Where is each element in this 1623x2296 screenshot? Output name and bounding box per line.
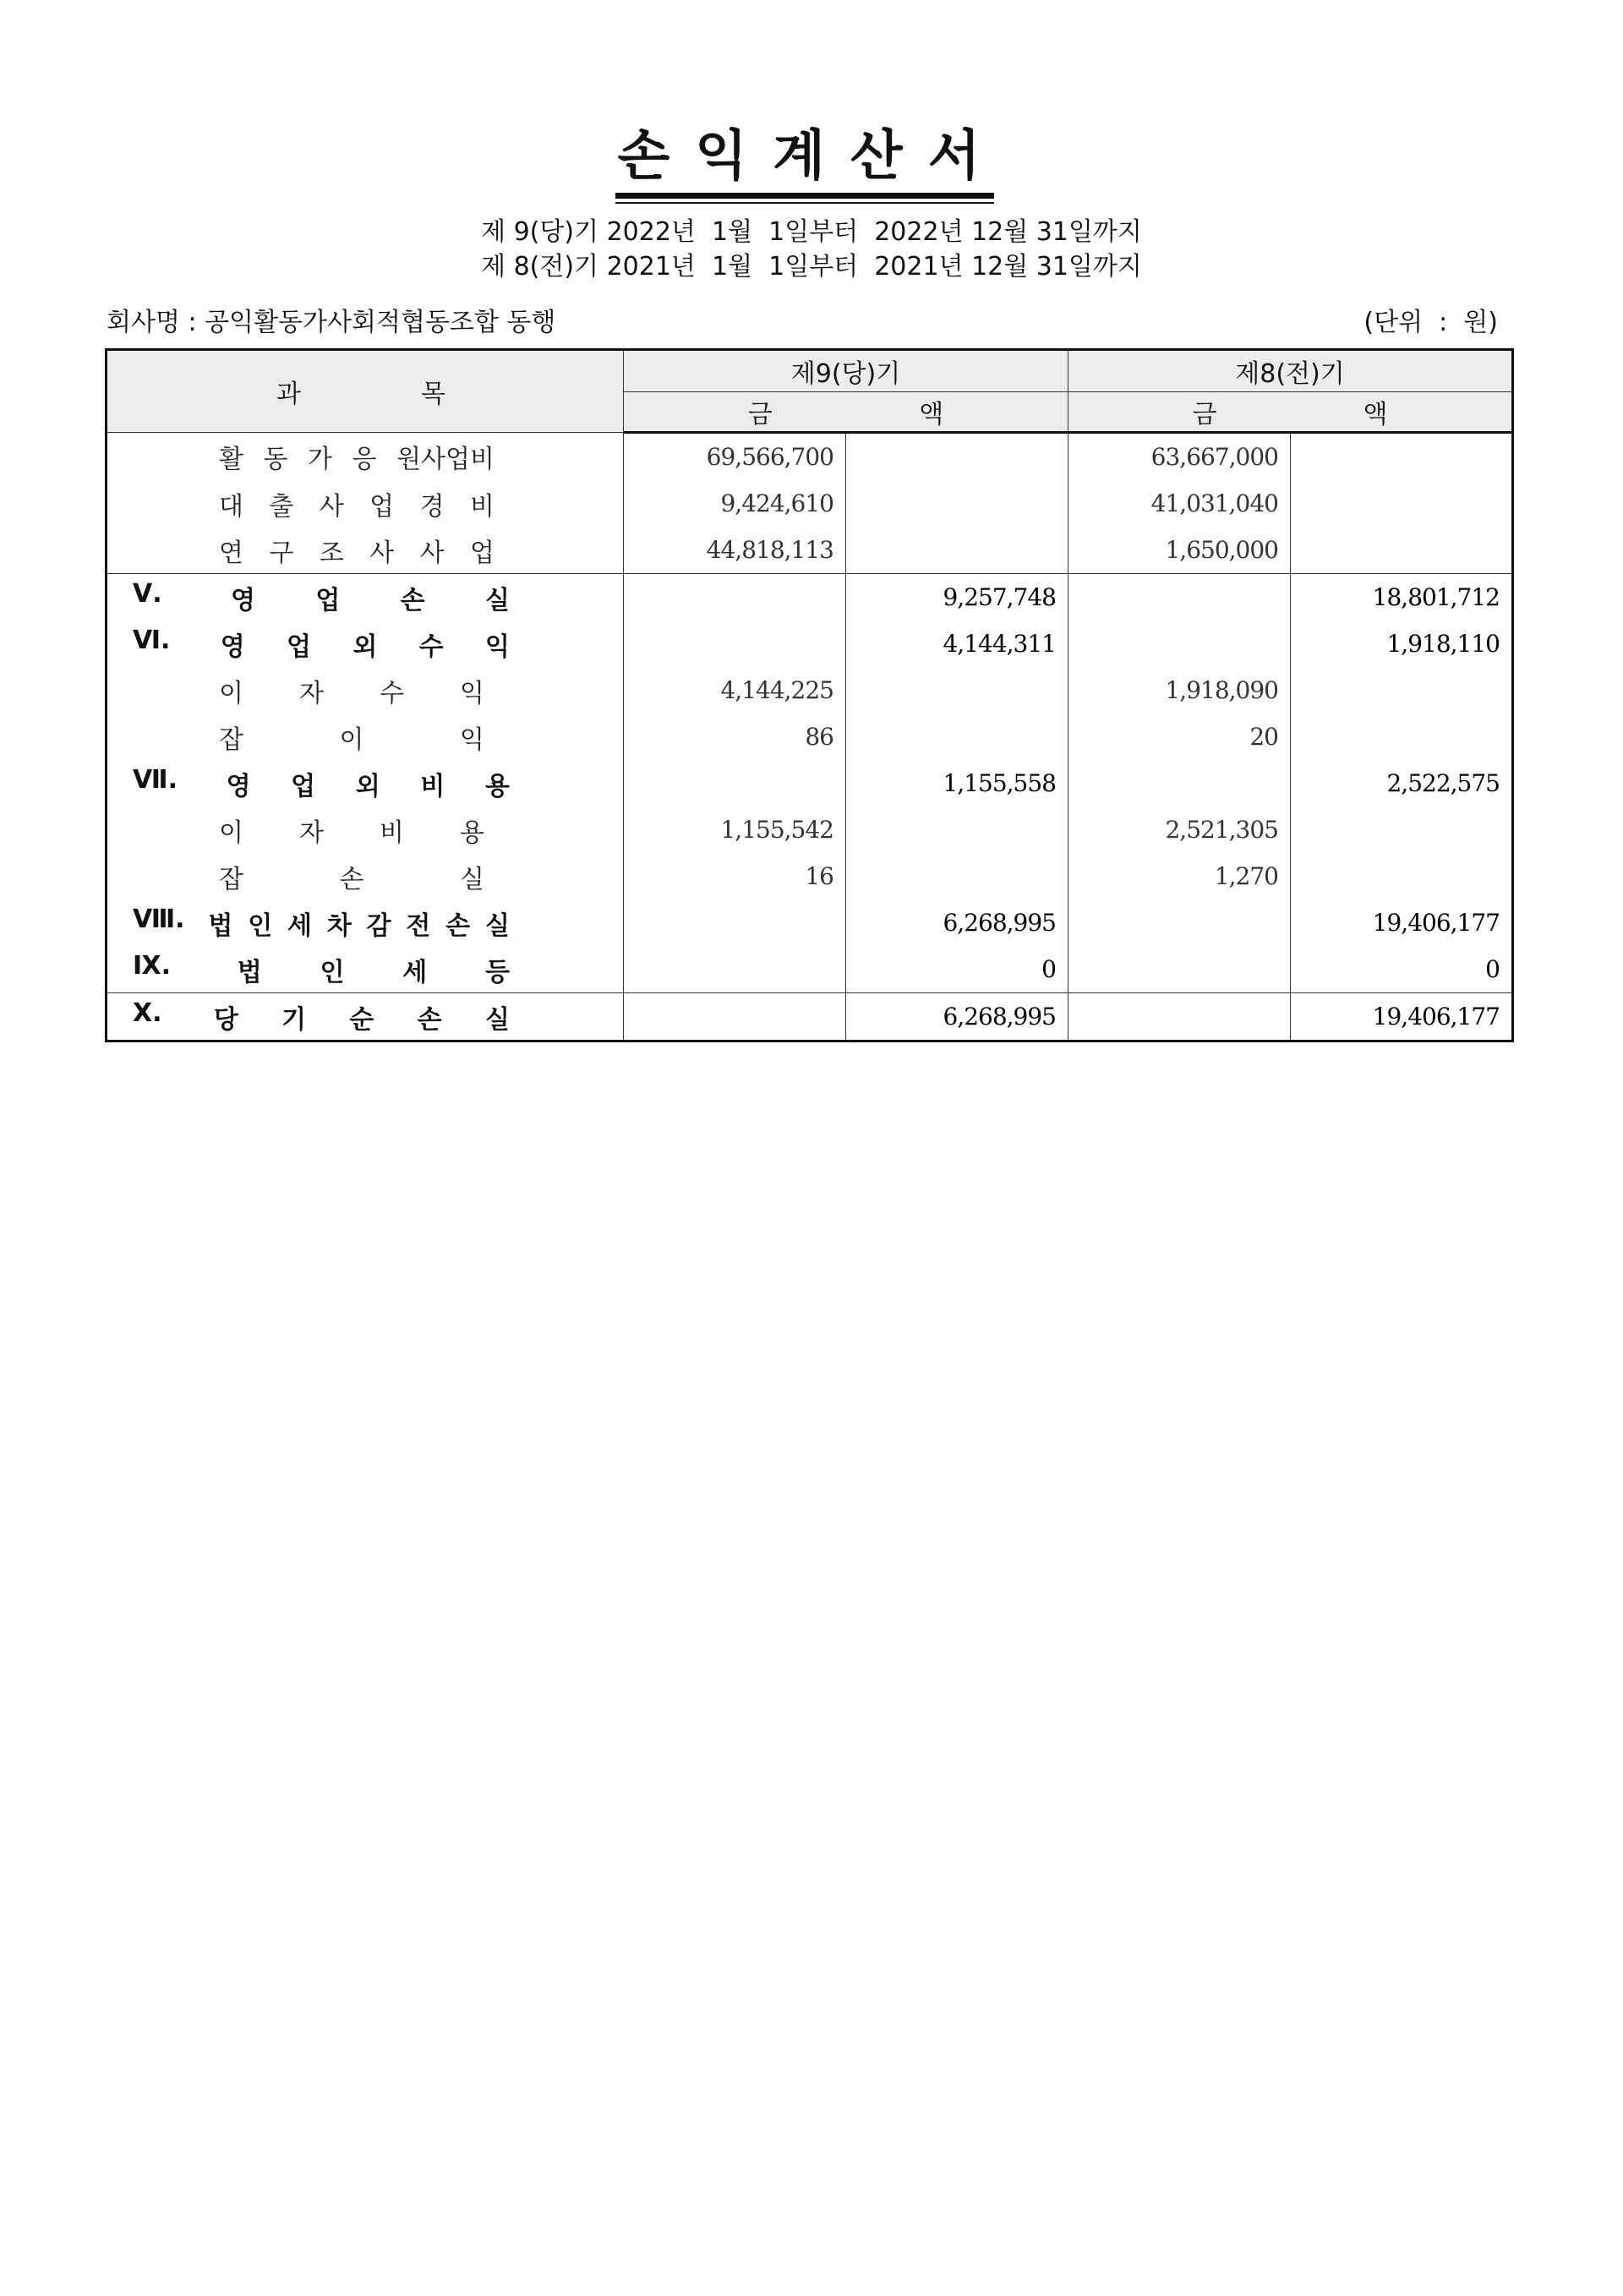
subject-text xyxy=(133,765,510,802)
previous-detail-amount: 20 xyxy=(1068,713,1291,760)
subject-char: 비 xyxy=(380,817,404,848)
subject-char: 응 xyxy=(352,445,377,474)
subject-char: 익 xyxy=(460,724,484,755)
subject-char: 법 xyxy=(208,910,233,941)
roman-numeral: Ⅵ. xyxy=(133,625,171,655)
subject-char: 업 xyxy=(315,585,341,615)
row-subject xyxy=(107,946,624,993)
current-total-amount xyxy=(846,667,1068,713)
previous-total-amount xyxy=(1291,853,1513,899)
previous-amount-header xyxy=(1068,392,1513,433)
subject-text xyxy=(219,532,495,569)
subject-char: 잡 xyxy=(219,864,243,894)
subject-char: 세 xyxy=(287,910,312,941)
row-subject xyxy=(107,806,624,853)
subject-char: 손 xyxy=(417,1004,442,1035)
subject-char: 이 xyxy=(339,724,364,755)
row-subject xyxy=(107,480,624,527)
subject-char: 업 xyxy=(369,491,395,522)
row-subject xyxy=(107,433,624,481)
current-detail-amount xyxy=(624,574,846,621)
table-row xyxy=(107,527,1513,574)
roman-numeral: Ⅶ. xyxy=(133,764,178,795)
subject-char: 자 xyxy=(299,817,324,848)
subject-char: 익 xyxy=(460,678,484,708)
subject-char: 용 xyxy=(460,817,484,848)
amount-header-char: 액 xyxy=(919,400,944,429)
previous-total-amount: 0 xyxy=(1291,946,1513,993)
title-underline xyxy=(615,193,994,204)
amount-header-char: 금 xyxy=(747,400,773,429)
period-current: 제 9(당)기 2022년 1월 1일부터 2022년 12월 31일까지 xyxy=(481,217,1142,247)
current-detail-amount xyxy=(624,899,846,946)
statement-body xyxy=(107,433,1513,1041)
subject-char: 비 xyxy=(420,771,445,801)
subject-char: 비 xyxy=(469,491,495,522)
subject-text xyxy=(133,905,510,942)
table-row xyxy=(107,480,1513,527)
row-subject xyxy=(107,853,624,899)
previous-total-amount xyxy=(1291,713,1513,760)
subject-char: 인 xyxy=(248,910,273,941)
subject-char: 감 xyxy=(366,910,391,941)
amount-header-char: 액 xyxy=(1363,400,1388,429)
current-detail-amount xyxy=(624,946,846,993)
subject-char: 활 xyxy=(219,445,243,474)
subject-char: 업 xyxy=(287,631,311,662)
previous-detail-amount xyxy=(1068,993,1291,1041)
subject-char: 수 xyxy=(380,678,404,708)
roman-numeral: Ⅴ. xyxy=(133,578,162,609)
subject-char: 이 xyxy=(219,678,243,708)
title-underline-thick xyxy=(615,193,994,199)
previous-total-amount: 18,801,712 xyxy=(1291,574,1513,621)
subject-char: 가 xyxy=(308,445,333,474)
current-detail-amount: 44,818,113 xyxy=(624,527,846,574)
subject-char: 손 xyxy=(445,910,471,941)
previous-total-amount: 2,522,575 xyxy=(1291,760,1513,806)
previous-detail-amount: 1,918,090 xyxy=(1068,667,1291,713)
previous-detail-amount: 41,031,040 xyxy=(1068,480,1291,527)
subject-text xyxy=(133,951,510,988)
previous-detail-amount xyxy=(1068,574,1291,621)
subject-char: 세 xyxy=(402,957,428,987)
row-subject xyxy=(107,993,624,1041)
previous-period-header: 제8(전)기 xyxy=(1068,350,1513,392)
unit-label: (단위 : 원) xyxy=(1363,308,1498,337)
subject-text xyxy=(219,812,484,849)
subject-char: 이 xyxy=(219,817,243,848)
subject-char: 영 xyxy=(220,631,245,662)
current-amount-header xyxy=(624,392,1068,433)
subject-char: 기 xyxy=(281,1004,307,1035)
subject-text xyxy=(219,485,495,522)
row-subject xyxy=(107,899,624,946)
subject-char: 사 xyxy=(319,491,344,522)
row-subject xyxy=(107,760,624,806)
table-row xyxy=(107,993,1513,1041)
subject-char: 연 xyxy=(219,538,243,568)
subject-header-char: 목 xyxy=(421,380,445,409)
subject-char: 업 xyxy=(469,538,495,568)
subject-header xyxy=(107,350,624,433)
row-subject xyxy=(107,527,624,574)
previous-total-amount xyxy=(1291,480,1513,527)
table-row xyxy=(107,574,1513,621)
subject-char: 잡 xyxy=(219,724,243,755)
subject-char: 실 xyxy=(485,585,510,615)
current-total-amount xyxy=(846,806,1068,853)
previous-detail-amount xyxy=(1068,620,1291,667)
previous-total-amount: 1,918,110 xyxy=(1291,620,1513,667)
subject-char: 당 xyxy=(213,1004,238,1035)
table-row xyxy=(107,713,1513,760)
subject-char: 동 xyxy=(263,445,288,474)
table-row xyxy=(107,760,1513,806)
subject-char: 전 xyxy=(406,910,431,941)
subject-char: 사 xyxy=(369,538,395,568)
current-detail-amount: 4,144,225 xyxy=(624,667,846,713)
subject-char: 법 xyxy=(237,957,262,987)
previous-total-amount: 19,406,177 xyxy=(1291,993,1513,1041)
previous-detail-amount: 63,667,000 xyxy=(1068,433,1291,481)
current-total-amount xyxy=(846,433,1068,481)
previous-detail-amount: 1,270 xyxy=(1068,853,1291,899)
subject-char: 순 xyxy=(349,1004,374,1035)
subject-char: 등 xyxy=(484,957,510,987)
current-detail-amount: 9,424,610 xyxy=(624,480,846,527)
previous-detail-amount xyxy=(1068,899,1291,946)
subject-char: 외 xyxy=(355,771,380,801)
subject-char: 손 xyxy=(339,864,364,894)
row-subject xyxy=(107,620,624,667)
current-total-amount xyxy=(846,527,1068,574)
current-total-amount: 6,268,995 xyxy=(846,993,1068,1041)
subject-char: 사 xyxy=(419,538,445,568)
subject-char: 차 xyxy=(326,910,352,941)
current-detail-amount xyxy=(624,760,846,806)
current-detail-amount xyxy=(624,620,846,667)
current-detail-amount: 16 xyxy=(624,853,846,899)
subject-char: 영 xyxy=(226,771,251,801)
previous-detail-amount: 1,650,000 xyxy=(1068,527,1291,574)
table-row xyxy=(107,946,1513,993)
previous-detail-amount xyxy=(1068,946,1291,993)
current-total-amount xyxy=(846,480,1068,527)
document-title: 손익계산서 xyxy=(617,125,1006,188)
subject-text xyxy=(219,719,484,756)
previous-total-amount xyxy=(1291,527,1513,574)
company-name: 회사명 : 공익활동가사회적협동조합 동행 xyxy=(107,308,556,337)
subject-char: 출 xyxy=(269,491,294,522)
subject-char: 원사업비 xyxy=(396,445,495,474)
row-subject xyxy=(107,574,624,621)
table-row xyxy=(107,667,1513,713)
period-previous: 제 8(전)기 2021년 1월 1일부터 2021년 12월 31일까지 xyxy=(481,252,1142,282)
subject-char: 손 xyxy=(400,585,425,615)
income-statement-table xyxy=(105,348,1514,1042)
subject-char: 업 xyxy=(291,771,316,801)
current-total-amount xyxy=(846,713,1068,760)
roman-numeral: Ⅸ. xyxy=(133,950,172,981)
subject-char: 외 xyxy=(352,631,378,662)
current-detail-amount: 69,566,700 xyxy=(624,433,846,481)
subject-char: 실 xyxy=(484,910,510,941)
previous-total-amount: 19,406,177 xyxy=(1291,899,1513,946)
previous-total-amount xyxy=(1291,806,1513,853)
current-detail-amount: 86 xyxy=(624,713,846,760)
current-total-amount: 4,144,311 xyxy=(846,620,1068,667)
current-total-amount: 0 xyxy=(846,946,1068,993)
row-subject xyxy=(107,667,624,713)
current-detail-amount: 1,155,542 xyxy=(624,806,846,853)
table-row xyxy=(107,853,1513,899)
subject-char: 경 xyxy=(419,491,445,522)
roman-numeral: Ⅹ. xyxy=(133,998,162,1028)
subject-char: 용 xyxy=(484,771,510,801)
table-row xyxy=(107,806,1513,853)
table-row xyxy=(107,899,1513,946)
subject-char: 인 xyxy=(320,957,345,987)
subject-char: 수 xyxy=(418,631,444,662)
subject-char: 자 xyxy=(299,678,324,708)
subject-text xyxy=(219,438,495,475)
previous-total-amount xyxy=(1291,433,1513,481)
roman-numeral: Ⅷ. xyxy=(133,904,185,934)
amount-header-char: 금 xyxy=(1192,400,1217,429)
subject-text xyxy=(219,858,484,895)
current-total-amount xyxy=(846,853,1068,899)
current-total-amount: 9,257,748 xyxy=(846,574,1068,621)
row-subject xyxy=(107,713,624,760)
previous-detail-amount xyxy=(1068,760,1291,806)
table-row xyxy=(107,433,1513,481)
subject-header-char: 과 xyxy=(276,380,301,409)
subject-text xyxy=(219,672,484,709)
subject-text xyxy=(133,998,510,1036)
table-row xyxy=(107,620,1513,667)
subject-char: 조 xyxy=(319,538,344,568)
current-total-amount: 1,155,558 xyxy=(846,760,1068,806)
subject-char: 구 xyxy=(269,538,294,568)
subject-text xyxy=(133,626,510,663)
current-period-header: 제9(당)기 xyxy=(624,350,1068,392)
subject-text xyxy=(133,579,510,616)
title-underline-thin xyxy=(615,202,994,204)
current-total-amount: 6,268,995 xyxy=(846,899,1068,946)
previous-detail-amount: 2,521,305 xyxy=(1068,806,1291,853)
subject-char: 영 xyxy=(230,585,255,615)
subject-char: 대 xyxy=(219,491,243,522)
subject-char: 실 xyxy=(484,1004,510,1035)
subject-char: 익 xyxy=(484,631,510,662)
current-detail-amount xyxy=(624,993,846,1041)
previous-total-amount xyxy=(1291,667,1513,713)
subject-char: 실 xyxy=(460,864,484,894)
fiscal-periods xyxy=(0,215,1623,284)
